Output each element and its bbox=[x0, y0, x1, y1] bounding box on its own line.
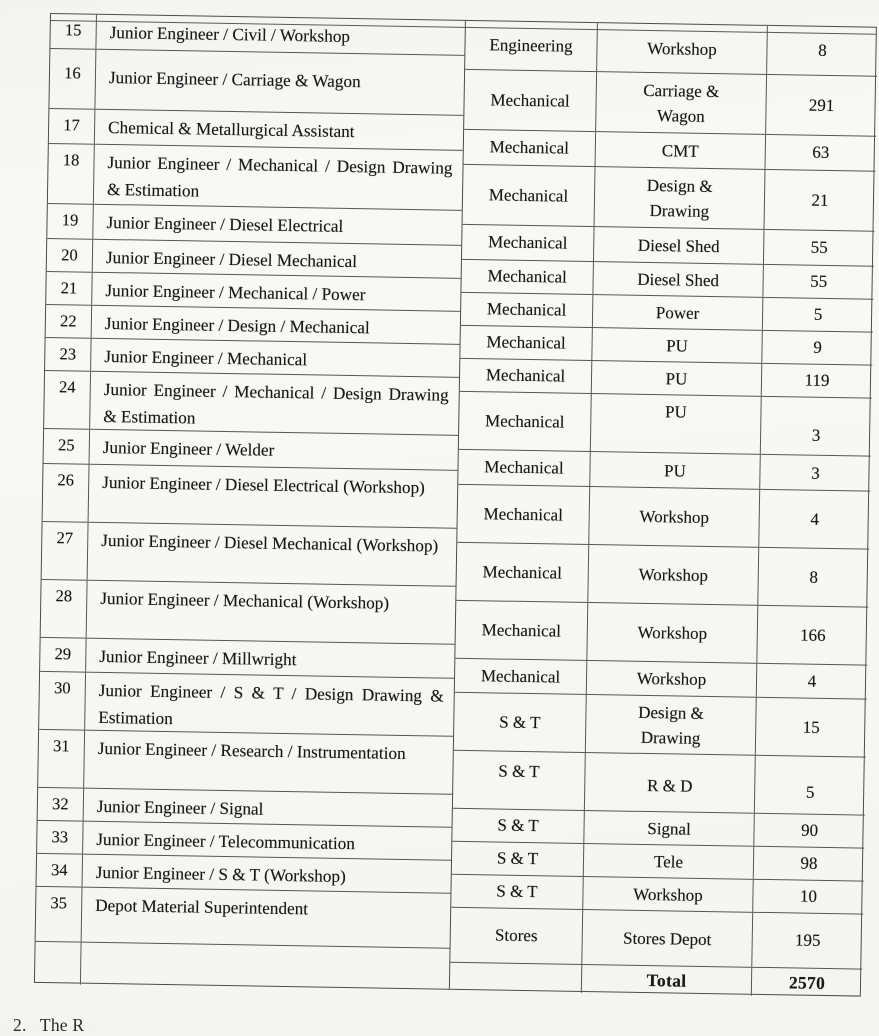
post-name-cell-empty bbox=[81, 943, 450, 991]
post-name-cell: Junior Engineer / Diesel Mechanical bbox=[105, 247, 358, 272]
department-cell: Mechanical bbox=[461, 260, 594, 294]
department-cell: S & T bbox=[451, 875, 584, 909]
post-name-cell: Junior Engineer / Millwright bbox=[99, 646, 297, 670]
serial-cell: 23 bbox=[45, 338, 92, 371]
unit-cell-text: Workshop bbox=[637, 622, 708, 643]
serial-cell: 26 bbox=[43, 464, 90, 522]
vacancy-count-cell: 98 bbox=[800, 853, 818, 873]
department-cell: Mechanical bbox=[464, 70, 597, 131]
vacancy-count-cell: 4 bbox=[810, 509, 820, 529]
unit-cell bbox=[593, 262, 764, 297]
unit-cell bbox=[593, 295, 764, 330]
table-row bbox=[43, 464, 458, 529]
unit-cell-text: Diesel Shed bbox=[637, 269, 720, 290]
department-cell: Mechanical bbox=[460, 359, 593, 393]
serial-cell: 24 bbox=[44, 371, 91, 429]
department-cell: Mechanical bbox=[462, 225, 595, 261]
table-row bbox=[44, 371, 459, 436]
vacancy-count-cell: 21 bbox=[811, 190, 829, 210]
vacancy-count-cell: 55 bbox=[810, 237, 828, 257]
department-cell: Mechanical bbox=[459, 392, 592, 451]
department-cell: Mechanical bbox=[463, 165, 596, 226]
department-cell: S & T bbox=[452, 842, 585, 876]
table-row bbox=[455, 601, 868, 666]
serial-cell: 18 bbox=[48, 144, 95, 204]
unit-cell-text: CMT bbox=[661, 140, 699, 161]
serial-cell: 17 bbox=[49, 109, 96, 144]
serial-cell: 27 bbox=[42, 522, 89, 580]
unit-cell bbox=[590, 452, 761, 489]
unit-cell bbox=[592, 328, 763, 363]
unit-cell-text: Workshop bbox=[633, 884, 703, 905]
vacancy-count-cell: 10 bbox=[799, 886, 818, 906]
post-name-cell: Junior Engineer / Mechanical / Power bbox=[105, 280, 366, 305]
post-name-cell: Junior Engineer / S & T / Design Drawing & Estimation bbox=[98, 680, 444, 729]
department-cell: Stores bbox=[450, 908, 583, 964]
post-name-cell: Depot Material Superintendent bbox=[95, 895, 309, 919]
unit-cell bbox=[596, 132, 767, 169]
unit-cell-text: Workshop bbox=[636, 668, 707, 689]
unit-cell-text: PU bbox=[663, 460, 687, 481]
serial-cell: 34 bbox=[37, 854, 84, 887]
unit-cell bbox=[596, 72, 767, 134]
post-name-cell: Junior Engineer / Research / Instrumentation bbox=[97, 738, 406, 763]
post-name-cell: Junior Engineer / Mechanical / Design Drawing & Estimation bbox=[106, 152, 453, 201]
vacancy-count-cell: 166 bbox=[799, 625, 826, 645]
vacancy-count-cell: 5 bbox=[813, 304, 823, 324]
department-cell: Mechanical bbox=[455, 659, 588, 694]
unit-cell bbox=[584, 844, 755, 879]
vacancy-count-cell: 8 bbox=[818, 40, 827, 60]
table-row bbox=[464, 70, 877, 137]
department-cell: S & T bbox=[452, 809, 585, 843]
department-cell: Mechanical bbox=[460, 326, 593, 360]
post-name-cell: Junior Engineer / Diesel Mechanical (Workshop) bbox=[101, 530, 439, 556]
unit-cell-text: Signal bbox=[647, 818, 691, 839]
serial-cell: 35 bbox=[36, 887, 83, 942]
table-row bbox=[36, 887, 451, 949]
unit-cell-text: Carriage & Wagon bbox=[643, 80, 720, 126]
serial-cell: 29 bbox=[40, 638, 87, 672]
unit-cell bbox=[592, 361, 763, 396]
post-name-cell: Junior Engineer / Welder bbox=[102, 437, 275, 460]
post-name-cell: Chemical & Metallurgical Assistant bbox=[107, 117, 355, 142]
unit-cell-text: Stores Depot bbox=[622, 928, 712, 949]
serial-cell: 21 bbox=[46, 272, 93, 305]
unit-cell bbox=[594, 227, 765, 264]
unit-cell-text: R & D bbox=[646, 776, 693, 796]
post-name-cell: Junior Engineer / Mechanical (Workshop) bbox=[100, 588, 390, 613]
table-row bbox=[463, 165, 876, 232]
post-name-cell: Junior Engineer / Carriage & Wagon bbox=[108, 67, 361, 92]
unit-cell bbox=[595, 167, 766, 229]
vacancy-count-cell: 3 bbox=[811, 425, 821, 445]
department-cell: Mechanical bbox=[457, 485, 590, 544]
department-cell: Mechanical bbox=[461, 293, 594, 327]
total-row bbox=[450, 963, 862, 998]
total-value-cell: 2570 bbox=[788, 971, 826, 993]
serial-cell: 22 bbox=[46, 305, 93, 338]
unit-cell bbox=[588, 545, 759, 605]
unit-cell-text: Workshop bbox=[638, 564, 709, 585]
vacancy-count-cell: 9 bbox=[813, 337, 822, 357]
vacancy-count-cell: 15 bbox=[802, 717, 820, 737]
unit-cell bbox=[586, 695, 757, 755]
serial-cell: 32 bbox=[38, 788, 85, 821]
unit-cell bbox=[582, 910, 753, 967]
unit-cell bbox=[591, 394, 762, 454]
unit-cell-text: Design & Drawing bbox=[638, 702, 704, 748]
unit-cell bbox=[584, 811, 755, 846]
serial-cell: 25 bbox=[44, 429, 91, 464]
post-name-cell: Junior Engineer / Civil / Workshop bbox=[109, 22, 351, 46]
unit-cell-text: Diesel Shed bbox=[637, 235, 720, 256]
serial-cell: 15 bbox=[50, 14, 97, 49]
unit-cell bbox=[589, 487, 760, 547]
table-row bbox=[454, 693, 867, 758]
table-row bbox=[450, 908, 863, 970]
unit-cell-text: Power bbox=[655, 302, 700, 323]
department-cell: Mechanical bbox=[455, 601, 588, 660]
unit-cell-text: PU bbox=[664, 402, 687, 422]
total-label-text: Total bbox=[646, 969, 687, 991]
serial-cell: 33 bbox=[37, 821, 84, 854]
unit-cell-text: PU bbox=[666, 335, 689, 356]
department-cell: S & T bbox=[454, 693, 587, 752]
department-cell: Mechanical bbox=[464, 130, 597, 166]
table-row bbox=[459, 392, 872, 457]
table-row bbox=[457, 485, 870, 550]
department-cell: Mechanical bbox=[456, 543, 589, 602]
vacancy-count-cell: 119 bbox=[804, 370, 830, 390]
serial-cell-empty bbox=[35, 942, 82, 985]
serial-cell: 30 bbox=[39, 672, 86, 730]
post-name-cell: Junior Engineer / Mechanical bbox=[104, 346, 308, 370]
table-row bbox=[41, 580, 456, 645]
table-row bbox=[48, 144, 463, 211]
department-cell: Mechanical bbox=[458, 450, 591, 486]
unit-cell bbox=[585, 753, 756, 813]
table-row bbox=[453, 751, 866, 816]
serial-cell: 16 bbox=[49, 49, 96, 109]
vacancy-table bbox=[34, 13, 877, 997]
vacancy-count-cell: 8 bbox=[809, 567, 819, 587]
department-cell: Engineering bbox=[465, 21, 598, 71]
vacancy-count-cell: 63 bbox=[812, 142, 830, 162]
table-row bbox=[456, 543, 869, 608]
vacancy-count-cell: 291 bbox=[808, 95, 835, 115]
vacancy-count-cell: 195 bbox=[794, 930, 821, 950]
vacancy-count-cell: 90 bbox=[800, 820, 819, 840]
vacancy-table-left-columns bbox=[35, 14, 465, 989]
post-name-cell: Junior Engineer / Diesel Electrical (Workshop) bbox=[102, 472, 426, 498]
post-name-cell: Junior Engineer / S & T (Workshop) bbox=[95, 862, 346, 887]
unit-cell bbox=[587, 661, 758, 697]
vacancy-table-right-columns bbox=[449, 21, 878, 996]
table-row bbox=[38, 730, 453, 795]
unit-cell-text: Workshop bbox=[639, 506, 710, 527]
department-cell: S & T bbox=[453, 751, 586, 810]
table-row-empty bbox=[35, 942, 450, 991]
post-name-cell: Junior Engineer / Telecommunication bbox=[96, 829, 356, 854]
post-name-cell: Junior Engineer / Diesel Electrical bbox=[106, 212, 344, 236]
post-name-cell: Junior Engineer / Design / Mechanical bbox=[104, 313, 370, 338]
serial-cell: 19 bbox=[47, 204, 94, 239]
vacancy-count-cell: 4 bbox=[807, 671, 817, 691]
footnote-partial: 2. The R bbox=[13, 1015, 85, 1035]
vacancy-count-cell: 55 bbox=[810, 271, 828, 291]
post-name-cell: Junior Engineer / Mechanical / Design Drawing & Estimation bbox=[103, 379, 449, 428]
serial-cell: 20 bbox=[47, 239, 94, 272]
unit-cell-text: Tele bbox=[653, 851, 684, 872]
vacancy-count-cell: 5 bbox=[805, 782, 815, 802]
serial-cell: 28 bbox=[41, 580, 88, 638]
total-label-cell bbox=[582, 965, 752, 996]
unit-cell-text: Design & Drawing bbox=[646, 175, 713, 221]
total-row-empty-cell bbox=[450, 963, 582, 993]
unit-cell bbox=[587, 603, 758, 663]
serial-cell: 31 bbox=[38, 730, 85, 788]
unit-cell-text: Workshop bbox=[647, 38, 717, 59]
vacancy-count-cell: 3 bbox=[811, 463, 820, 483]
unit-cell bbox=[583, 877, 754, 912]
post-name-cell: Junior Engineer / Signal bbox=[96, 796, 264, 819]
table-row bbox=[49, 49, 464, 116]
unit-cell-text: PU bbox=[665, 368, 688, 389]
table-row bbox=[39, 672, 454, 737]
unit-cell bbox=[597, 23, 768, 74]
table-row bbox=[465, 21, 878, 77]
table-row bbox=[42, 522, 457, 587]
